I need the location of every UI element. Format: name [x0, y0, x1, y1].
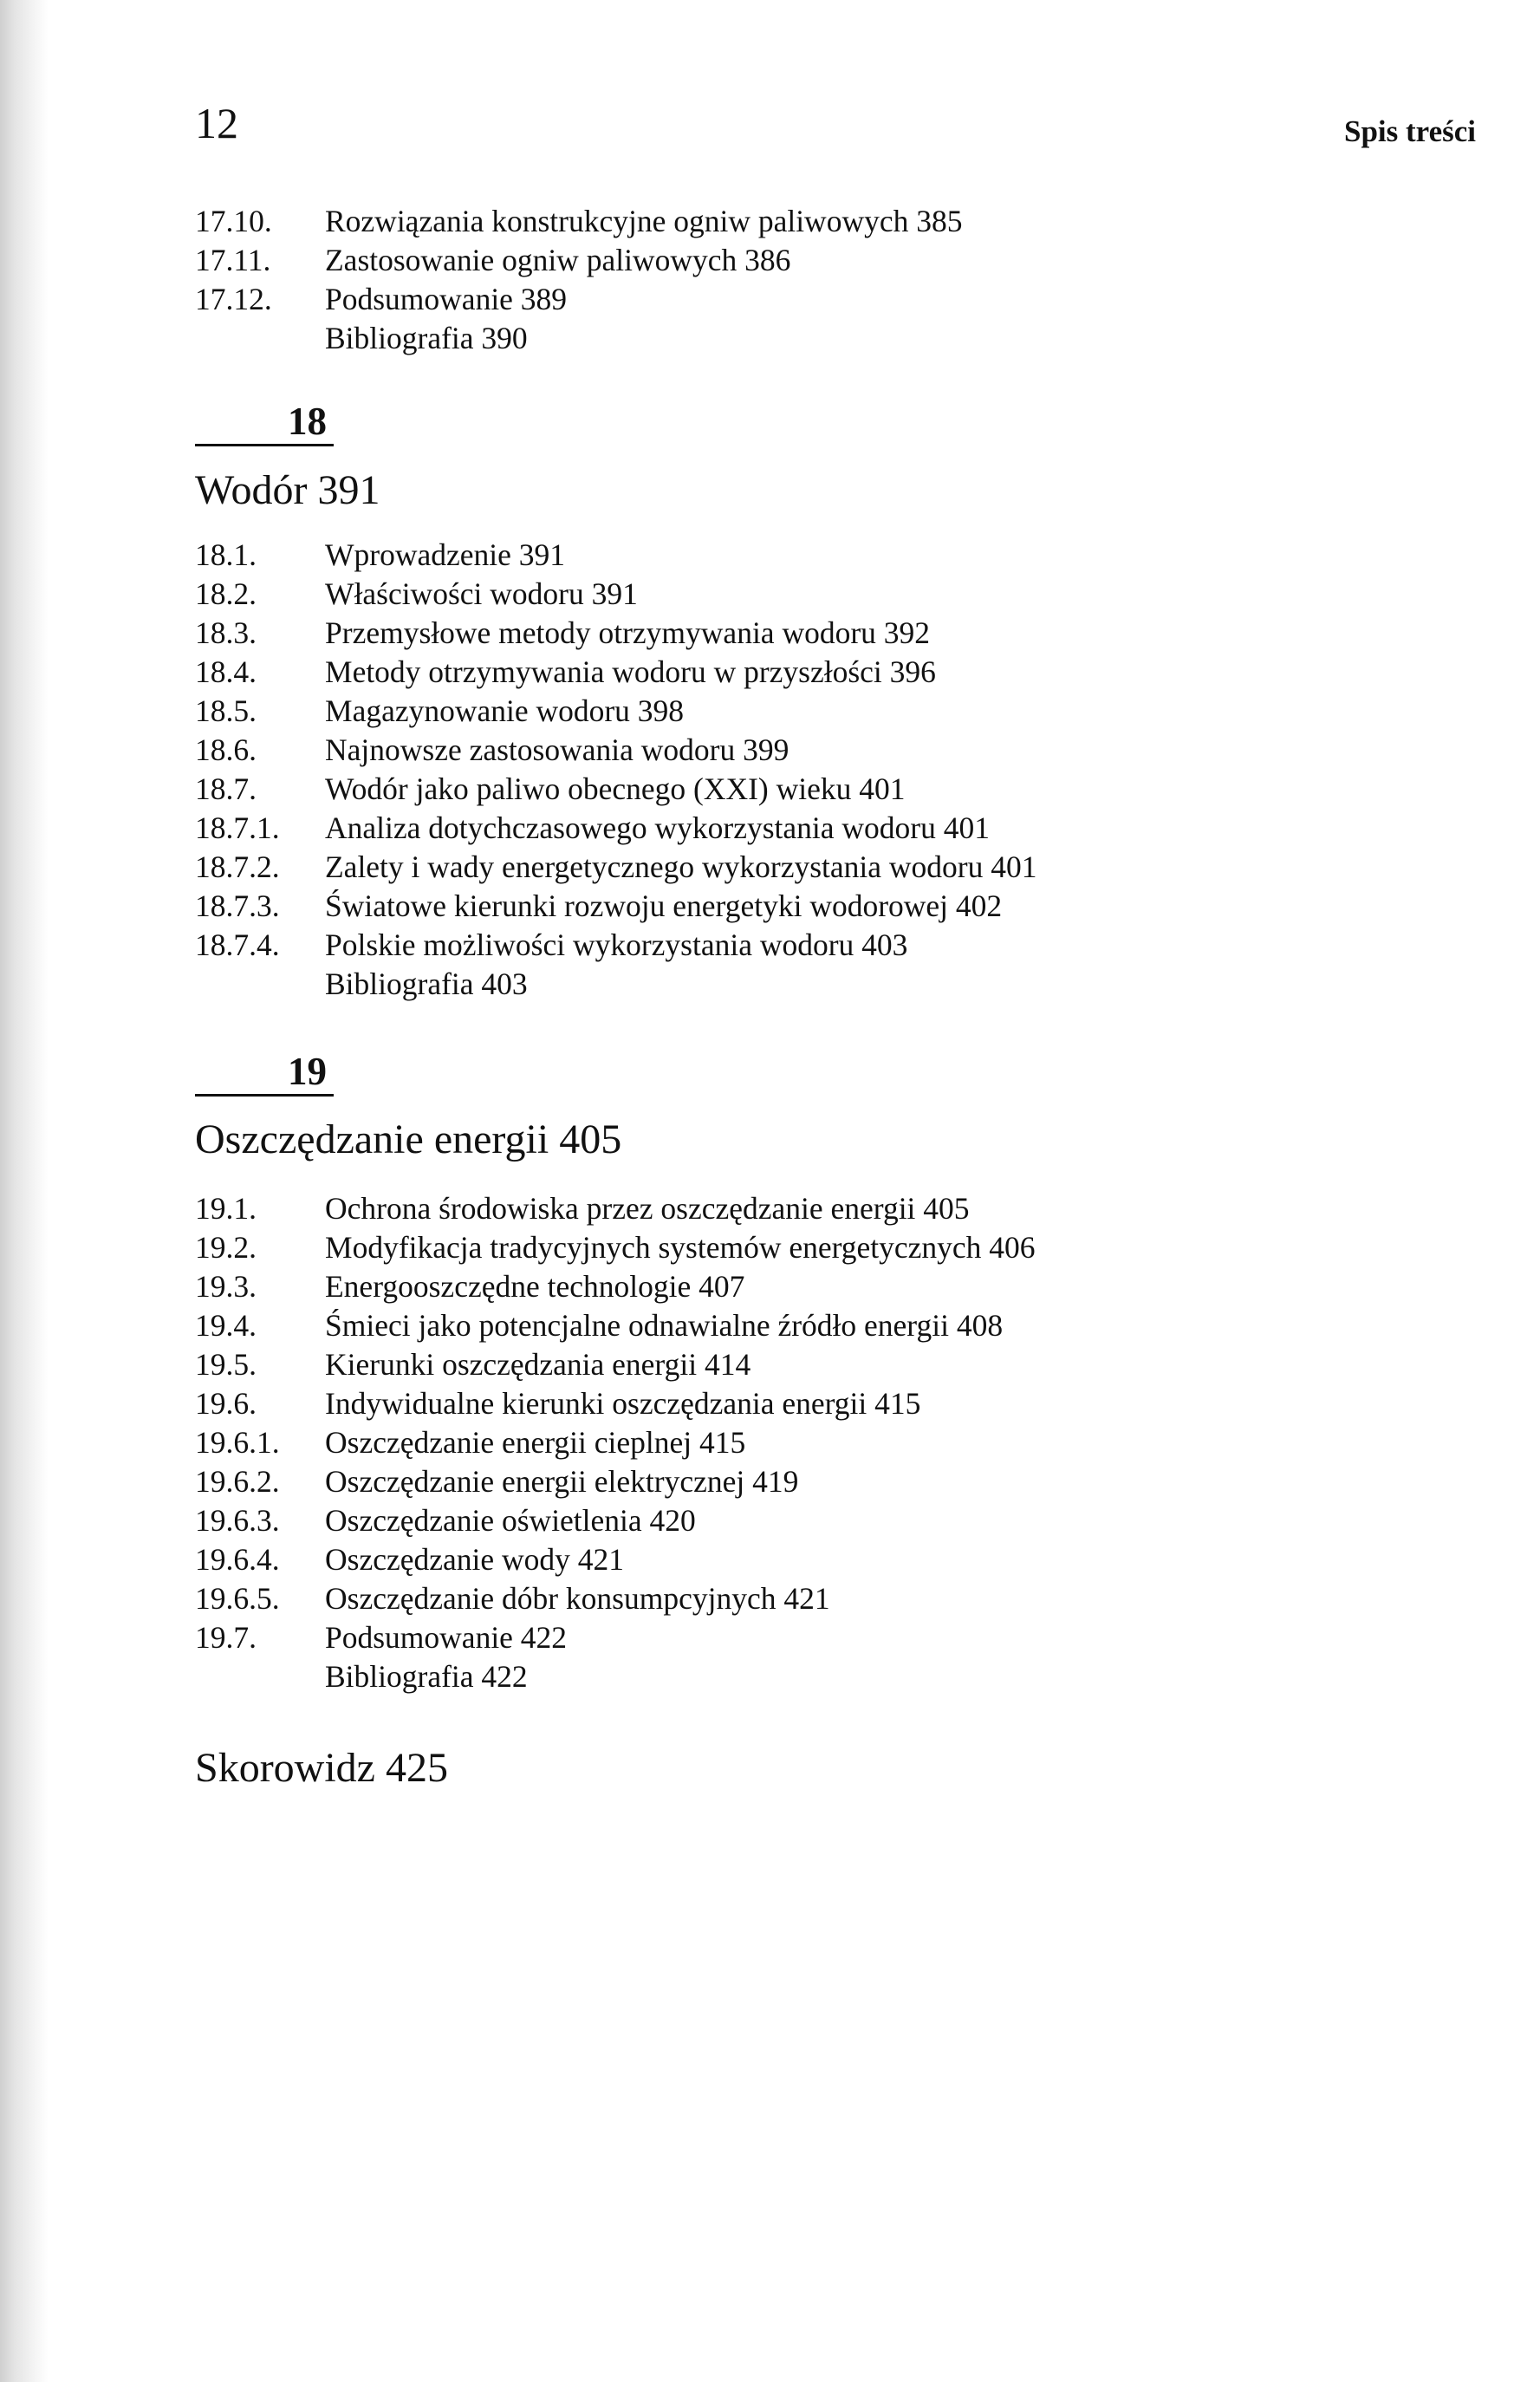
- entry-title: Wodór jako paliwo obecnego (XXI) wieku 401: [325, 771, 906, 806]
- entry-title: Śmieci jako potencjalne odnawialne źródło energii 408: [325, 1308, 1004, 1343]
- page-number: 12: [195, 99, 238, 147]
- chapter-number: 19: [195, 1049, 334, 1097]
- entry-number: 18.7.4.: [195, 927, 280, 962]
- entry-number: 19.6.4.: [195, 1542, 280, 1577]
- entry-title: Magazynowanie wodoru 398: [325, 693, 685, 728]
- running-head: Spis treści: [1344, 114, 1476, 148]
- entry-number: 19.6.: [195, 1386, 257, 1421]
- entry-number: 19.6.5.: [195, 1581, 280, 1616]
- entry-number: 18.4.: [195, 654, 257, 689]
- entry-title: Oszczędzanie energii elektrycznej 419: [325, 1464, 799, 1499]
- entry-number: 17.11.: [195, 243, 271, 277]
- entry-title: Przemysłowe metody otrzymywania wodoru 392: [325, 615, 931, 650]
- scan-shadow: [0, 0, 49, 2382]
- chapter-18-heading: [195, 399, 334, 446]
- entry-title: Rozwiązania konstrukcyjne ogniw paliwowych 385: [325, 204, 963, 238]
- entry-number: 18.3.: [195, 615, 257, 650]
- entry-title: Indywidualne kierunki oszczędzania energii 415: [325, 1386, 921, 1421]
- entry-title: Polskie możliwości wykorzystania wodoru 403: [325, 927, 908, 962]
- entry-title: Zalety i wady energetycznego wykorzystania wodoru 401: [325, 849, 1037, 884]
- entry-number: 19.4.: [195, 1308, 257, 1343]
- entry-title: Kierunki oszczędzania energii 414: [325, 1347, 751, 1382]
- entry-number: 17.10.: [195, 204, 272, 238]
- entry-number: 19.6.1.: [195, 1425, 280, 1460]
- entry-number: 17.12.: [195, 282, 272, 316]
- entry-number: 19.7.: [195, 1620, 257, 1655]
- entry-title: Modyfikacja tradycyjnych systemów energetycznych 406: [325, 1230, 1036, 1265]
- entry-number: 19.6.2.: [195, 1464, 280, 1499]
- entry-title: Światowe kierunki rozwoju energetyki wodorowej 402: [325, 888, 1003, 923]
- entry-number: 19.1.: [195, 1191, 257, 1226]
- entry-title: Ochrona środowiska przez oszczędzanie energii 405: [325, 1191, 970, 1226]
- entry-title: Oszczędzanie dóbr konsumpcyjnych 421: [325, 1581, 830, 1616]
- entry-title: Wprowadzenie 391: [325, 537, 565, 572]
- entry-title: Oszczędzanie energii cieplnej 415: [325, 1425, 746, 1460]
- entry-number: 18.5.: [195, 693, 257, 728]
- entry-title: Zastosowanie ogniw paliwowych 386: [325, 243, 791, 277]
- entry-number: 18.2.: [195, 576, 257, 611]
- entry-title: Podsumowanie 422: [325, 1620, 568, 1655]
- entry-title: Bibliografia 422: [325, 1659, 528, 1694]
- entry-title: Oszczędzanie wody 421: [325, 1542, 624, 1577]
- entry-title: Metody otrzymywania wodoru w przyszłości 396: [325, 654, 936, 689]
- entry-number: 18.6.: [195, 732, 257, 767]
- entry-title: Energooszczędne technologie 407: [325, 1269, 745, 1304]
- entry-title: Oszczędzanie oświetlenia 420: [325, 1503, 696, 1538]
- entry-number: 18.7.: [195, 771, 257, 806]
- entry-number: 19.5.: [195, 1347, 257, 1382]
- chapter-number: 18: [195, 399, 334, 446]
- entry-number: 19.2.: [195, 1230, 257, 1265]
- entry-title: Bibliografia 390: [325, 321, 528, 355]
- chapter-19-heading: [195, 1049, 334, 1097]
- entry-number: 18.7.3.: [195, 888, 280, 923]
- entry-number: 18.1.: [195, 537, 257, 572]
- entry-number: 18.7.1.: [195, 810, 280, 845]
- entry-number: 19.3.: [195, 1269, 257, 1304]
- chapter-18-title: Wodór 391: [195, 467, 380, 513]
- entry-title: Właściwości wodoru 391: [325, 576, 638, 611]
- entry-number: 18.7.2.: [195, 849, 280, 884]
- entry-number: 19.6.3.: [195, 1503, 280, 1538]
- entry-title: Bibliografia 403: [325, 966, 528, 1001]
- entry-title: Podsumowanie 389: [325, 282, 568, 316]
- index-title: Skorowidz 425: [195, 1745, 448, 1791]
- entry-title: Najnowsze zastosowania wodoru 399: [325, 732, 789, 767]
- chapter-19-title: Oszczędzanie energii 405: [195, 1116, 622, 1162]
- entry-title: Analiza dotychczasowego wykorzystania wodoru 401: [325, 810, 990, 845]
